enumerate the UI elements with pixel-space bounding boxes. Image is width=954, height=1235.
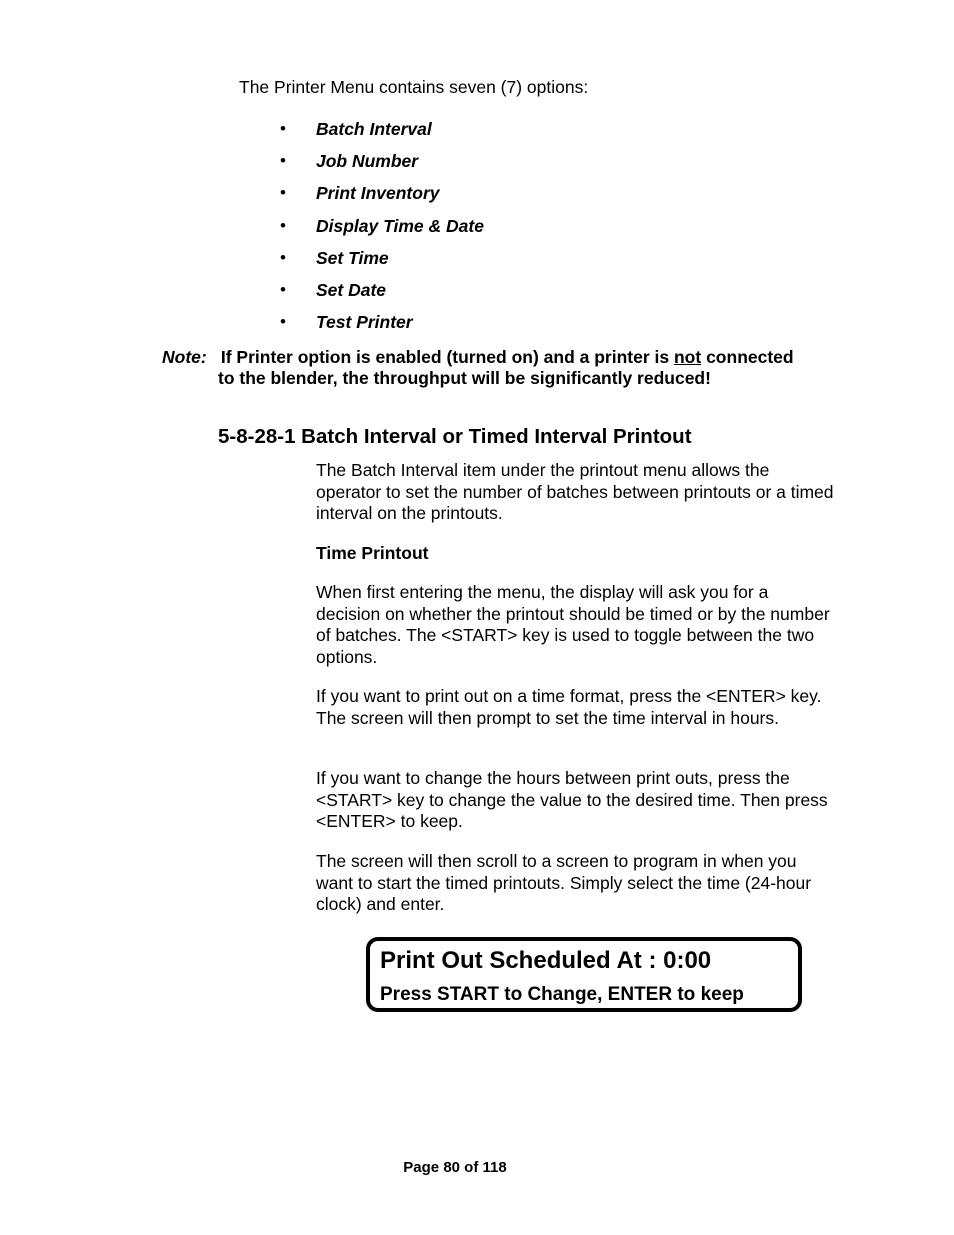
paragraph-toggle: When first entering the menu, the display will ask you for a decision on whether the printout should be timed or by the number of batches. The <START> key is used to toggle between the two options.	[316, 582, 830, 667]
lcd-display	[366, 937, 802, 1012]
list-item: • Display Time & Date	[280, 215, 484, 236]
list-item: • Test Printer	[280, 312, 413, 333]
note-emphasis: not	[673, 347, 702, 367]
subheading-time-printout: Time Printout	[316, 543, 429, 563]
paragraph-scroll: The screen will then scroll to a screen to program in when you want to start the timed printouts. Simply select the time (24-hour clock) and enter.	[316, 851, 812, 914]
printer-note	[162, 347, 852, 389]
note-text-end: connected	[706, 347, 794, 367]
lcd-line-2: Press START to Change, ENTER to keep	[380, 984, 744, 1005]
bullet-icon: •	[280, 312, 286, 332]
intro-text: The Printer Menu contains seven (7) options:	[239, 77, 589, 97]
paragraph-batch-interval: The Batch Interval item under the printout menu allows the operator to set the number of batches between printouts or a timed interval on the printouts.	[316, 460, 834, 523]
bullet-icon: •	[280, 119, 286, 138]
page-footer: Page 80 of 118	[403, 1159, 507, 1176]
bullet-icon: •	[280, 247, 286, 267]
paragraph-change-hours: If you want to change the hours between print outs, press the <START> key to change the value to the desired time. Then press <ENTER> to keep.	[316, 768, 828, 831]
paragraph-time-format: If you want to print out on a time format, press the <ENTER> key. The screen will then prompt to set the time interval in hours.	[316, 686, 822, 728]
bullet-icon: •	[280, 215, 286, 235]
note-text-line2: to the blender, the throughput will be significantly reduced!	[218, 368, 711, 388]
list-item: • Set Time	[280, 247, 389, 268]
lcd-line-1: Print Out Scheduled At : 0:00	[380, 947, 712, 974]
list-item: • Print Inventory	[280, 183, 440, 204]
section-heading: 5-8-28-1 Batch Interval or Timed Interval Printout	[218, 425, 692, 448]
bullet-icon: •	[280, 183, 286, 203]
list-item: • Batch Interval	[280, 119, 432, 139]
note-text: If Printer option is enabled (turned on) and a printer is	[220, 347, 670, 367]
bullet-icon: •	[280, 279, 286, 299]
note-label: Note:	[162, 347, 207, 367]
list-item: • Set Date	[280, 279, 387, 300]
bullet-icon: •	[280, 151, 286, 171]
printer-options-list	[280, 118, 484, 343]
list-item: • Job Number	[280, 151, 419, 172]
